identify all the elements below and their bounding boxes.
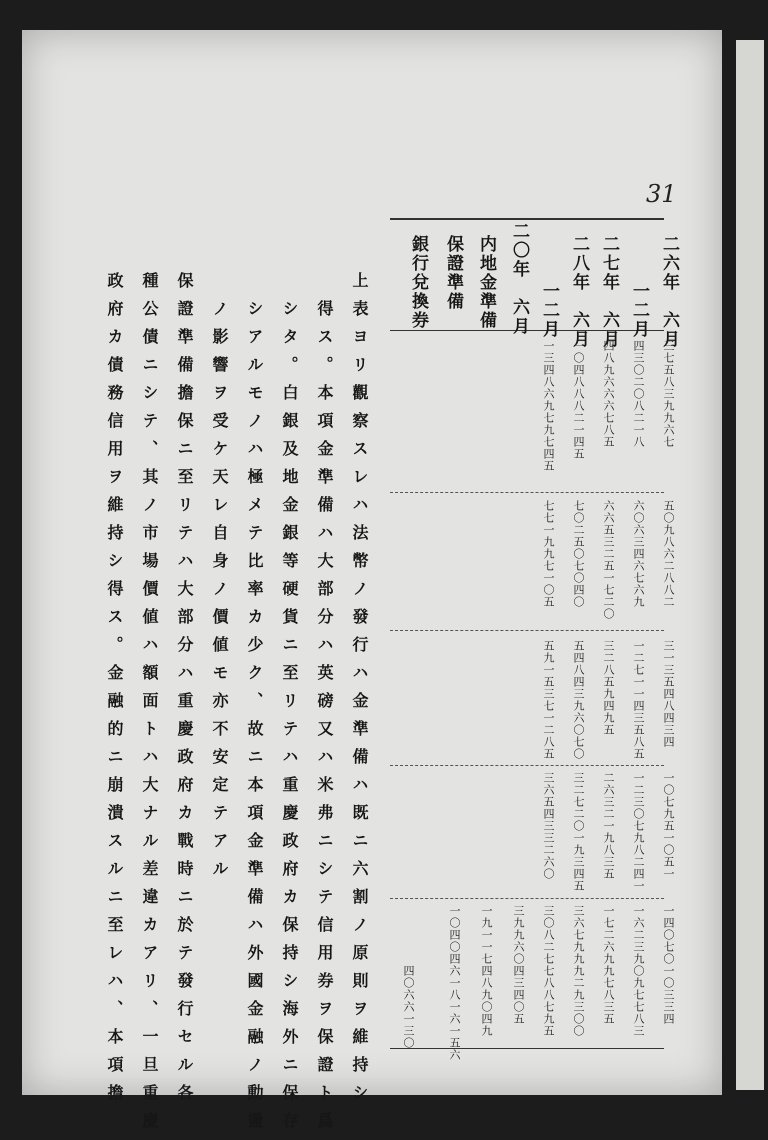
table-cell: 四八九六六六七八五 xyxy=(602,340,615,448)
body-text-line: シタ。白銀及地金銀等硬貨ニ至リテハ重慶政府カ保持シ海外ニ保存 xyxy=(280,300,299,1140)
table-col-rule-4 xyxy=(390,898,664,899)
body-text-line: 保證準備擔保ニ至リテハ大部分ハ重慶政府カ戰時ニ於テ發行セル各 xyxy=(175,272,194,1112)
table-cell: 五四八四三九六〇七〇 xyxy=(572,640,585,760)
table-cell: 一〇七九五一〇五一 xyxy=(662,772,675,880)
table-cell: 一七二六九九七八三五 xyxy=(602,905,615,1025)
table-cell: 三六七九九九二九三〇〇 xyxy=(572,905,585,1037)
table-col-rule-3 xyxy=(390,765,664,766)
body-text-line: ノ影響ヲ受ケ天レ自身ノ價値モ亦不安定テアル xyxy=(210,300,229,888)
page-number: 31 xyxy=(646,180,677,208)
table-cell: 四〇六六一三〇 xyxy=(402,965,415,1049)
row-label: 銀行兌換券 xyxy=(408,235,428,330)
body-text-line: 上表ヨリ觀察スレハ法幣ノ發行ハ金準備ハ既ニ六割ノ原則ヲ維持シ xyxy=(350,272,369,1112)
table-cell: 七〇二五〇七〇四〇 xyxy=(572,500,585,608)
table-bottom-rule xyxy=(390,1048,664,1049)
table-top-rule xyxy=(390,218,664,220)
table-cell: 一〇四八八八二一四五 xyxy=(572,340,585,460)
book-page xyxy=(22,30,722,1095)
table-col-rule-2 xyxy=(390,630,664,631)
body-text-line: 政府カ債務信用ヲ維持シ得ス。金融的ニ崩潰スルニ至レハ、本項擔 xyxy=(105,272,124,1112)
table-cell: 一二七一一四三五八五 xyxy=(632,640,645,760)
table-cell: 二六三二一九八三五 xyxy=(602,772,615,880)
row-label: 内地金準備 xyxy=(476,235,496,330)
table-cell: 一三四八六九七九七四五 xyxy=(542,340,555,472)
row-label: 保證準備 xyxy=(443,235,463,311)
row-label: 二六年 六月 xyxy=(659,235,679,349)
row-label: 二〇年 六月 xyxy=(509,222,529,336)
row-label: 二八年 六月 xyxy=(569,235,589,349)
body-text-line: 種公債ニシテ、其ノ市場價値ハ額面トハ大ナル差違カアリ、一旦重慶 xyxy=(140,272,159,1140)
table-cell: 三〇八二七七八八七九五 xyxy=(542,905,555,1037)
table-cell: 三九九六〇四三四〇五 xyxy=(512,905,525,1025)
table-cell: 五〇九八六二八八二 xyxy=(662,500,675,608)
table-cell: 三六五四三三二六〇 xyxy=(542,772,555,880)
table-cell: 三二七二〇一九三四五 xyxy=(572,772,585,892)
table-cell: 一六二三九〇九七七八三 xyxy=(632,905,645,1037)
table-cell: 六〇六三四六七六九 xyxy=(632,500,645,608)
row-label: 一二月 xyxy=(539,282,559,339)
table-cell: 四三〇二〇八二一八 xyxy=(632,340,645,448)
table-col-rule-1 xyxy=(390,492,664,493)
table-cell: 一四〇七〇一〇三三四 xyxy=(662,905,675,1025)
row-label: 二七年 六月 xyxy=(599,235,619,349)
body-text-line: シアルモノハ極メテ比率カ少ク、故ニ本項金準備ハ外國金融ノ動盪 xyxy=(245,300,264,1140)
table-cell: 六六五三二五一七二〇 xyxy=(602,500,615,620)
body-text-line: 得ス。本項金準備ハ大部分ハ英磅又ハ米弗ニシテ信用券ヲ保證ト爲 xyxy=(315,300,334,1140)
table-cell: 一九一一七四八九〇四九 xyxy=(480,905,493,1037)
table-cell: 一〇四〇四六一八一六一五六 xyxy=(448,905,461,1061)
facing-page-edge xyxy=(736,40,764,1090)
row-label: 一二月 xyxy=(629,282,649,339)
table-cell: 三一三五四八四三四 xyxy=(662,640,675,748)
table-cell: 七七一九九七一〇五 xyxy=(542,500,555,608)
table-cell: 一二三〇七九八二四一 xyxy=(632,772,645,892)
table-cell: 三二八五九四九五 xyxy=(602,640,615,736)
table-cell: 五九一五三七一二八五 xyxy=(542,640,555,760)
table-cell: 三七五八三九九六七 xyxy=(662,340,675,448)
